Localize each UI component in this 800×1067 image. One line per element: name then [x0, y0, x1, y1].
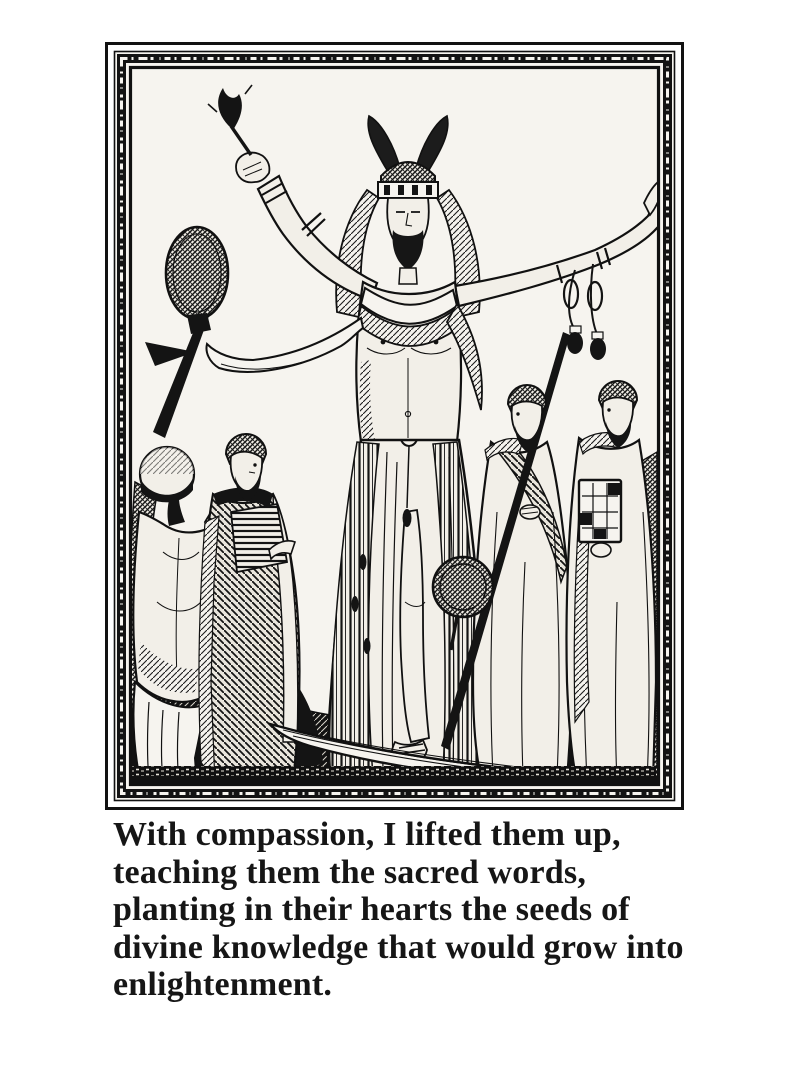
caption-line-2: teaching them the sacred words,	[113, 853, 587, 891]
inscribed-tablet	[579, 480, 621, 542]
caption-line-3: planting in their hearts the seeds of	[113, 891, 630, 928]
bottom-shadow-band	[132, 776, 657, 786]
helmet-cap	[140, 447, 194, 502]
caption-text	[113, 816, 753, 1004]
caption-line-1: With compassion, I lifted them up,	[113, 816, 621, 853]
striped-chest-panel	[231, 504, 287, 572]
woodcut-illustration	[105, 42, 684, 810]
caption-line-5: enlightenment.	[113, 966, 333, 1003]
caption-line-4: divine knowledge that would grow into	[113, 928, 684, 966]
